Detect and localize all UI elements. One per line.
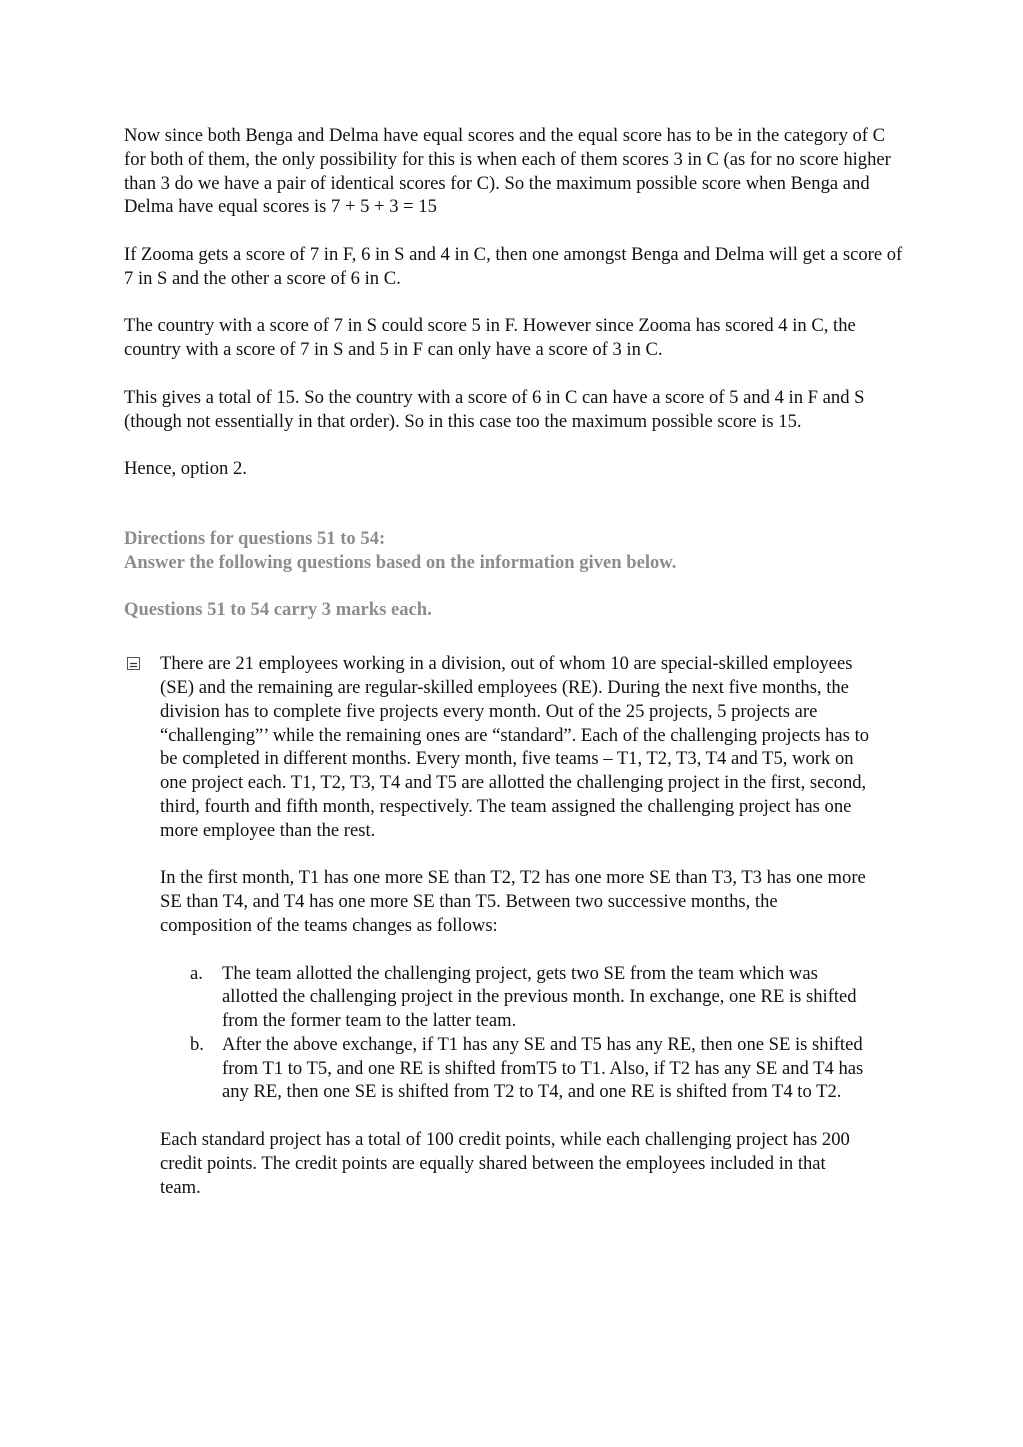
question-credits: Each standard project has a total of 100 credit points, while each challenging project has 200 credit points. The credit points are equally shared between the employees included in that team. <box>160 1129 850 1198</box>
question-intro: There are 21 employees working in a division, out of whom 10 are special-skilled employees (SE) and the remaining are regular-skilled employees (RE). During the next five months, the division has to complete five projects every month. Out of the 25 projects, 5 projects are “challenging”’ while the remaining ones are “standard”. Each of the challenging projects has to be completed in different months. Every month, five teams – T1, T2, T3, T4 and T5, work on one project each. T1, T2, T3, T4 and T5 are allotted the challenging project in the first, second, third, fourth and fifth month, respectively. The team assigned the challenging project has one more employee than the rest. <box>160 653 870 841</box>
solution-paragraph: This gives a total of 15. So the country with a score of 6 in C can have a score of 5 and 4 in F and S (though not essentially in that order). So in this case too the maximum possible score is 15. <box>124 386 865 432</box>
list-item-text: After the above exchange, if T1 has any SE and T5 has any RE, then one SE is shifted from T1 to T5, and one RE is shifted fromT5 to T1. Also, if T2 has any SE and T4 has any RE, then one SE is shifted from T2 to T4, and one RE is shifted from T4 to T2. <box>222 1033 864 1103</box>
directions-subheading: Answer the following questions based on the information given below. <box>124 551 677 573</box>
solution-paragraph: Now since both Benga and Delma have equal scores and the equal score has to be in the category of C for both of them, the only possibility for this is when each of them scores 3 in C (as for no score higher than 3 do we have a pair of identical scores for C). So the maximum possible score when Benga and Delma have equal scores is 7 + 5 + 3 = 15 <box>124 125 891 218</box>
collapse-box-icon[interactable] <box>127 653 140 666</box>
list-marker: b. <box>190 1033 204 1055</box>
list-item <box>160 962 870 1033</box>
solution-answer: Hence, option 2. <box>124 458 247 480</box>
directions-section <box>124 527 904 622</box>
rules-list <box>160 962 870 1105</box>
question-composition: In the first month, T1 has one more SE than T2, T2 has one more SE than T3, T3 has one more SE than T4, and T4 has one more SE than T5. Between two successive months, the composition of the teams changes as follows: <box>160 867 866 936</box>
solution-paragraph: If Zooma gets a score of 7 in F, 6 in S and 4 in C, then one amongst Benga and Delma will get a score of 7 in S and the other a score of 6 in C. <box>124 243 903 289</box>
list-item <box>160 1033 870 1104</box>
list-marker: a. <box>190 962 203 984</box>
question-block <box>124 652 870 1199</box>
list-item-text: The team allotted the challenging project, gets two SE from the team which was allotted the challenging project in the previous month. In exchange, one RE is shifted from the former team to the latter team. <box>222 962 857 1032</box>
document-page <box>124 124 904 1199</box>
solution-paragraph: The country with a score of 7 in S could score 5 in F. However since Zooma has scored 4 in C, the country with a score of 7 in S and 5 in F can only have a score of 3 in C. <box>124 315 856 361</box>
solution-section <box>124 124 904 481</box>
directions-marks: Questions 51 to 54 carry 3 marks each. <box>124 599 432 621</box>
directions-heading: Directions for questions 51 to 54: <box>124 527 386 549</box>
